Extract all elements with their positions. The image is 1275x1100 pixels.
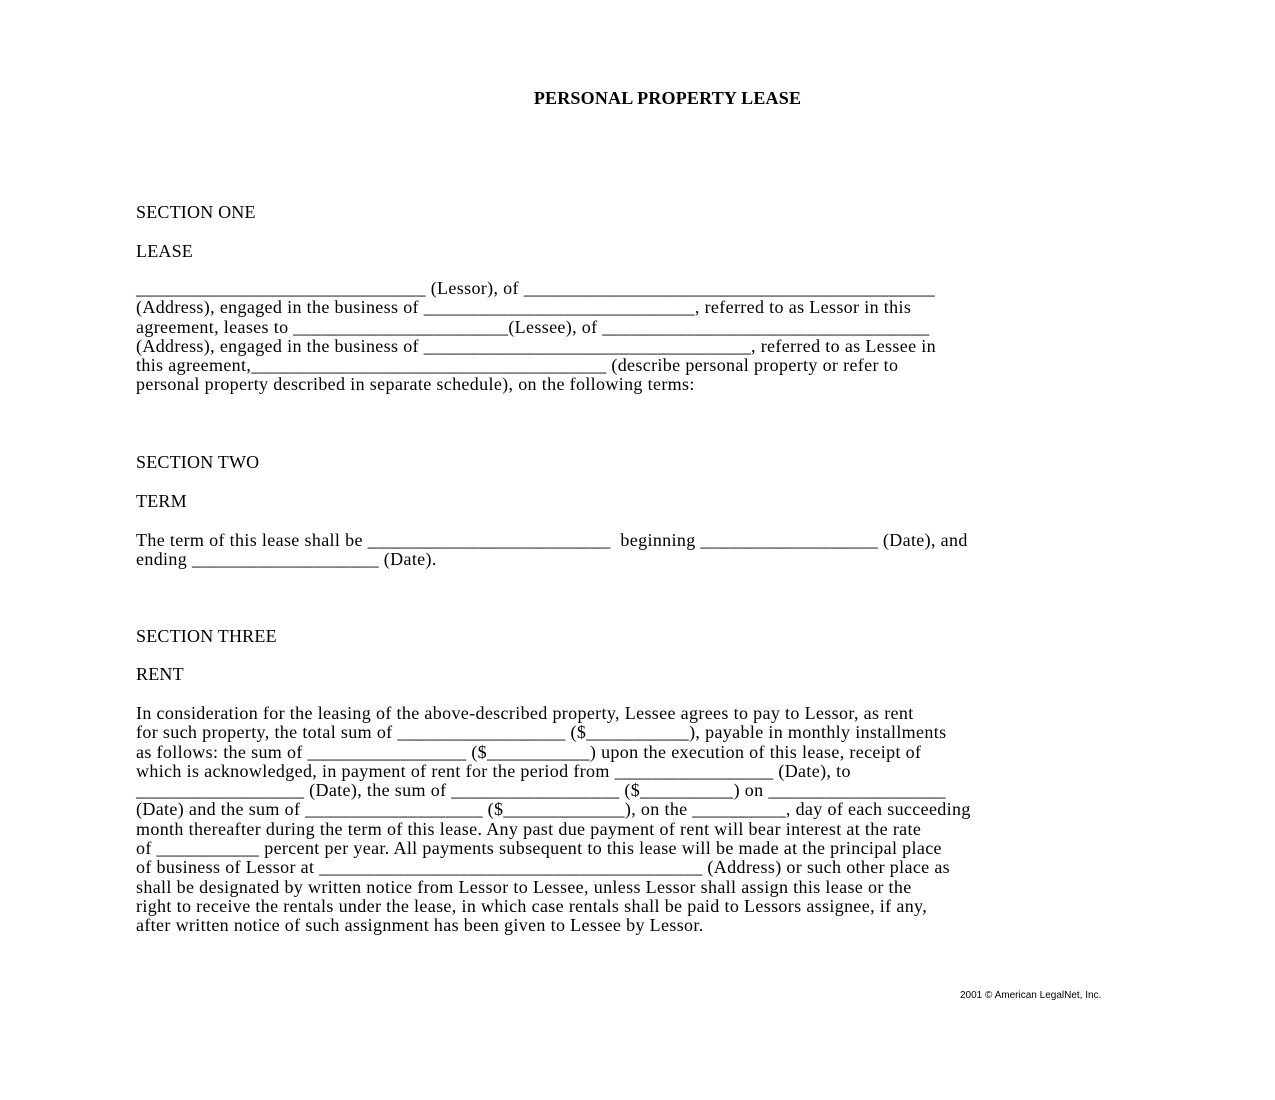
- body-line: which is acknowledged, in payment of rent for the period from _________________ (Date), to: [136, 760, 851, 781]
- body-line: agreement, leases to _______________________(Lessee), of ___________________________________: [136, 316, 930, 337]
- body-line: right to receive the rentals under the lease, in which case rentals shall be paid to Lessors assignee, if any,: [136, 895, 928, 916]
- section-one-heading: LEASE: [136, 241, 193, 261]
- document-title: PERSONAL PROPERTY LEASE: [533, 88, 802, 108]
- body-line: shall be designated by written notice from Lessor to Lessee, unless Lessor shall assign this lease or the: [136, 876, 912, 897]
- body-line: (Address), engaged in the business of _____________________________, referred to as Lessor in this: [136, 297, 912, 318]
- body-line: The term of this lease shall be __________________________ beginning ___________________ (Date), and: [136, 530, 968, 550]
- copyright-footer: 2001 © American LegalNet, Inc.: [960, 990, 1102, 1001]
- body-line: ending ____________________ (Date).: [136, 549, 437, 570]
- body-line: month thereafter during the term of this lease. Any past due payment of rent will bear interest at the rate: [136, 818, 922, 839]
- section-three-label: SECTION THREE: [136, 626, 277, 646]
- body-line: as follows: the sum of _________________ ($___________) upon the execution of this lease, receipt of: [136, 741, 922, 762]
- body-line: __________________ (Date), the sum of __________________ ($__________) on ___________________: [136, 780, 946, 801]
- section-one-body: [136, 279, 1236, 395]
- body-line: for such property, the total sum of __________________ ($___________), payable in monthly installments: [136, 722, 947, 743]
- body-line: personal property described in separate schedule), on the following terms:: [136, 374, 695, 395]
- body-line: of ___________ percent per year. All payments subsequent to this lease will be made at the principal place: [136, 838, 942, 859]
- body-line: _______________________________ (Lessor), of ____________________________________________: [136, 278, 936, 298]
- section-two-label: SECTION TWO: [136, 452, 260, 472]
- body-line: after written notice of such assignment has been given to Lessee by Lessor.: [136, 915, 704, 936]
- body-line: In consideration for the leasing of the above-described property, Lessee agrees to pay to Lessor, as rent: [136, 703, 914, 723]
- body-line: this agreement,______________________________________ (describe personal property or refer to: [136, 355, 899, 376]
- section-two-heading: TERM: [136, 491, 187, 511]
- section-two-body: [136, 531, 1236, 570]
- body-line: (Date) and the sum of ___________________ ($_____________), on the __________, day of each succeeding: [136, 799, 971, 820]
- section-three-body: [136, 704, 1236, 936]
- section-three-heading: RENT: [136, 664, 184, 684]
- body-line: (Address), engaged in the business of ___________________________________, referred to as Lessee in: [136, 335, 937, 356]
- body-line: of business of Lessor at _________________________________________ (Address) or such other place as: [136, 857, 951, 878]
- section-one-label: SECTION ONE: [136, 202, 256, 222]
